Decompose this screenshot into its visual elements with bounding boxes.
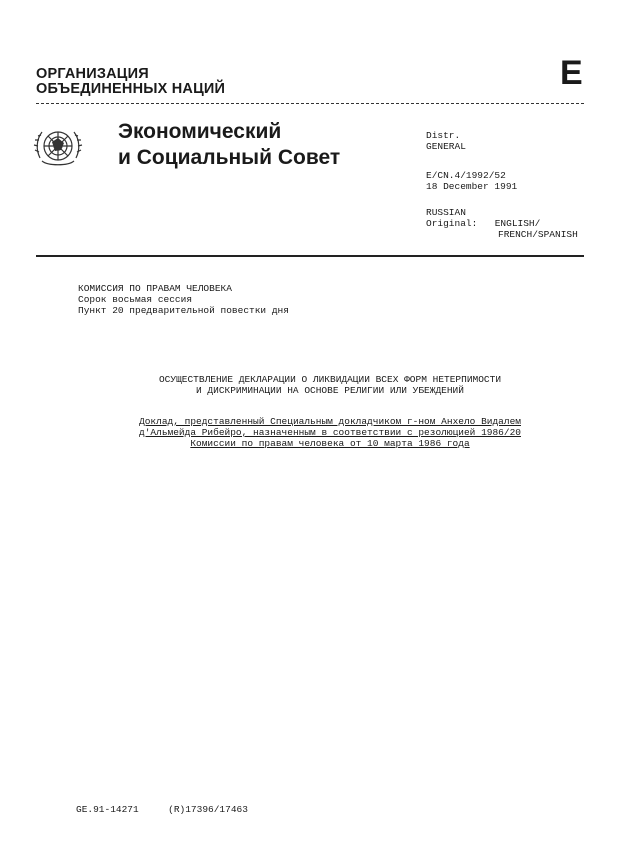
distr-label: Distr. (426, 130, 461, 141)
document-date: 18 December 1991 (426, 181, 518, 192)
document-language: RUSSIAN (426, 207, 466, 218)
language-letter: E (560, 54, 583, 92)
original-languages-2: FRENCH/SPANISH (498, 229, 578, 240)
symbol-block (426, 130, 578, 240)
council-line-2: и Социальный Совет (118, 146, 341, 169)
org-line-1: ОРГАНИЗАЦИЯ (36, 66, 149, 82)
main-divider (36, 255, 584, 257)
session-block (78, 283, 289, 316)
agenda-item: Пункт 20 предварительной повестки дня (78, 305, 289, 316)
commission-name: КОМИССИЯ ПО ПРАВАМ ЧЕЛОВЕКА (78, 283, 232, 294)
document-number: GE.91-14271 (76, 804, 139, 815)
council-line-1: Экономический (118, 120, 282, 143)
session-number: Сорок восьмая сессия (78, 294, 193, 305)
original-label: Original: (426, 218, 478, 229)
job-number: (R)17396/17463 (168, 804, 248, 815)
original-languages-1: ENGLISH/ (494, 218, 541, 229)
report-line-3: Комиссии по правам человека от 10 марта 1986 года (190, 438, 470, 449)
report-line-1: Доклад, представленный Специальным докладчиком г-ном Анхело Видалем (139, 416, 521, 427)
document-title (60, 374, 600, 396)
report-description (60, 416, 600, 449)
distr-value: GENERAL (426, 141, 466, 152)
organization-name (36, 67, 225, 97)
council-name (118, 119, 340, 171)
title-line-2: И ДИСКРИМИНАЦИИ НА ОСНОВЕ РЕЛИГИИ ИЛИ УБЕЖДЕНИЙ (196, 385, 464, 396)
footer (76, 804, 248, 815)
document-symbol: E/CN.4/1992/52 (426, 170, 506, 181)
report-line-2: д'Альмейда Рибейро, назначенным в соответствии с резолюцией 1986/20 (139, 427, 521, 438)
un-emblem-icon (30, 122, 86, 170)
header-divider (36, 103, 584, 104)
org-line-2: ОБЪЕДИНЕННЫХ НАЦИЙ (36, 81, 226, 97)
title-line-1: ОСУЩЕСТВЛЕНИЕ ДЕКЛАРАЦИИ О ЛИКВИДАЦИИ ВСЕХ ФОРМ НЕТЕРПИМОСТИ (158, 374, 502, 385)
